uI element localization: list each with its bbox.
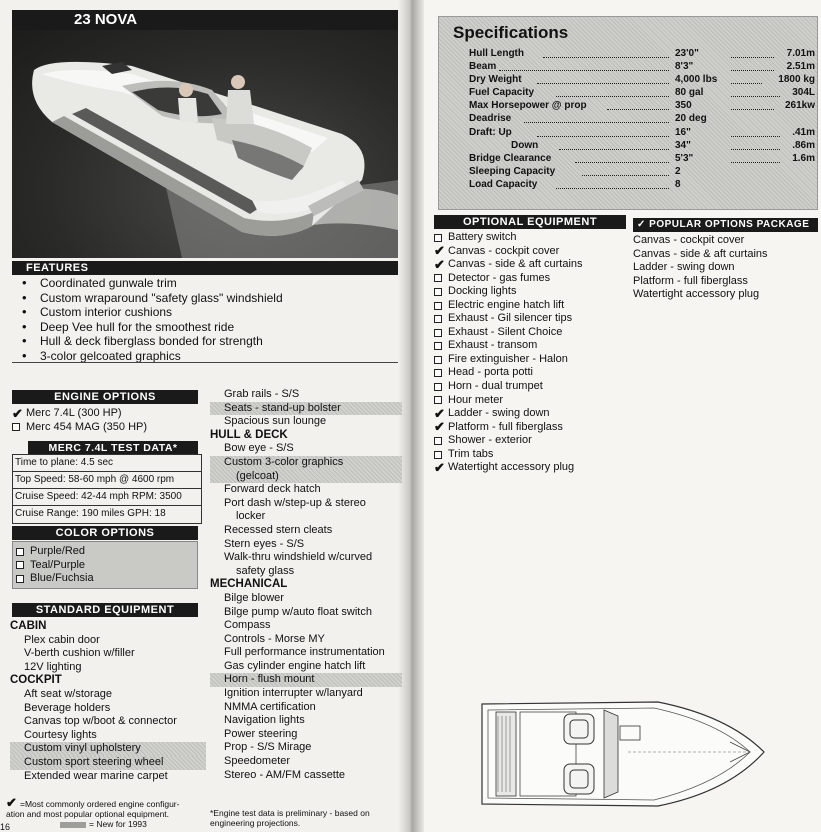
spec-metric-value: 7.01m <box>786 48 815 59</box>
equipment-item: locker <box>236 510 266 523</box>
feature-item: • Deep Vee hull for the smoothest ride <box>22 320 283 335</box>
color-option-label: Teal/Purple <box>30 558 86 571</box>
equipment-item: Gas cylinder engine hatch lift <box>224 659 366 672</box>
optional-equipment-item <box>434 421 583 435</box>
optional-equipment-label: Canvas - side & aft curtains <box>448 258 583 271</box>
engine-options-heading: ENGINE OPTIONS <box>12 390 198 404</box>
dot-leader <box>582 166 669 176</box>
equipment-item: Stern eyes - S/S <box>224 537 305 550</box>
equipment-category: HULL & DECK <box>210 428 288 441</box>
equipment-item: Controls - Morse MY <box>224 632 325 645</box>
test-data-heading: MERC 7.4L TEST DATA* <box>28 441 198 455</box>
check-mark-icon: ✔ <box>434 419 445 435</box>
optional-equipment-label: Trim tabs <box>448 447 494 460</box>
boat-photo <box>12 30 398 258</box>
popular-option-item: Ladder - swing down <box>633 261 735 273</box>
optional-equipment-item <box>434 366 583 380</box>
spec-metric-value: 1.6m <box>792 153 815 164</box>
equipment-item: Extended wear marine carpet <box>24 769 168 782</box>
spec-imperial-value: 350 <box>675 100 692 111</box>
checkbox-icon <box>434 342 442 350</box>
equipment-item: Beverage holders <box>24 701 111 714</box>
dot-leader <box>731 140 780 150</box>
features-divider <box>12 362 398 363</box>
spec-imperial-value: 5'3" <box>675 153 694 164</box>
optional-equipment-label: Battery switch <box>448 231 517 243</box>
standard-equipment-column-1 <box>10 620 206 783</box>
spec-imperial-value: 20 deg <box>675 113 707 124</box>
dot-leader <box>499 61 669 71</box>
equipment-item: (gelcoat) <box>210 470 402 484</box>
equipment-item: Ignition interrupter w/lanyard <box>224 687 363 700</box>
spec-imperial-value: 8'3" <box>675 61 694 72</box>
new-for-1993-swatch <box>60 822 86 828</box>
spec-label: Draft: Up <box>469 127 512 138</box>
color-options-list <box>16 545 197 586</box>
popular-option-item: Watertight accessory plug <box>633 288 760 300</box>
color-option-label: Blue/Fuchsia <box>30 572 94 584</box>
feature-item: • Hull & deck fiberglass bonded for strength <box>22 334 283 349</box>
optional-equipment-item <box>434 448 583 462</box>
equipment-category: CABIN <box>10 620 47 632</box>
deck-layout-diagram <box>478 696 768 812</box>
optional-equipment-heading: OPTIONAL EQUIPMENT <box>434 215 626 229</box>
optional-equipment-label: Hour meter <box>448 393 504 406</box>
popular-options-heading: ✓ POPULAR OPTIONS PACKAGE <box>633 218 818 232</box>
equipment-category: MECHANICAL <box>210 578 288 591</box>
optional-equipment-item <box>434 461 583 475</box>
feature-item: • Custom interior cushions <box>22 305 283 320</box>
check-mark-icon: ✔ <box>434 256 445 272</box>
check-mark-icon: ✔ <box>6 795 17 810</box>
spec-label: Hull Length <box>469 48 524 59</box>
optional-equipment-label: Fire extinguisher - Halon <box>448 352 568 365</box>
spec-metric-value: .41m <box>792 127 815 138</box>
equipment-item: Canvas top w/boot & connector <box>24 715 177 728</box>
equipment-item: Seats - stand-up bolster <box>210 402 402 416</box>
dot-leader <box>731 74 762 84</box>
optional-equipment-item <box>434 312 583 326</box>
equipment-item: Full performance instrumentation <box>224 646 385 659</box>
optional-equipment-item <box>434 245 583 259</box>
checkbox-icon <box>434 329 442 337</box>
checkbox-icon <box>434 383 442 391</box>
optional-equipment-item <box>434 299 583 313</box>
checkbox-icon <box>434 356 442 364</box>
check-mark-icon: ✔ <box>12 405 23 421</box>
spec-label: Deadrise <box>469 113 512 124</box>
spec-metric-value: .86m <box>792 140 815 151</box>
engine-option-label: Merc 7.4L (300 HP) <box>26 407 122 419</box>
spec-label: Sleeping Capacity <box>469 166 556 177</box>
equipment-item: Horn - flush mount <box>210 673 402 687</box>
popular-option-item: Platform - full fiberglass <box>633 274 748 287</box>
spec-metric-value: 261kw <box>784 100 815 111</box>
popular-option-item: Canvas - cockpit cover <box>633 234 745 246</box>
spec-imperial-value: 34" <box>675 140 691 151</box>
features-list <box>22 276 283 363</box>
optional-equipment-label: Platform - full fiberglass <box>448 420 563 433</box>
dot-leader <box>731 127 780 137</box>
popular-options-list <box>633 234 768 302</box>
optional-equipment-label: Watertight accessory plug <box>448 461 575 474</box>
check-mark-icon: ✔ <box>434 405 445 421</box>
spec-imperial-value: 4,000 lbs <box>675 74 718 85</box>
optional-equipment-label: Detector - gas fumes <box>448 271 551 284</box>
test-data-row: Cruise Range: 190 miles GPH: 18 <box>15 508 166 519</box>
equipment-item: Compass <box>224 619 271 632</box>
specifications-heading: Specifications <box>453 23 569 42</box>
optional-equipment-item <box>434 394 583 408</box>
color-option-item <box>16 572 197 586</box>
checkbox-icon <box>12 423 20 431</box>
test-data-row: Cruise Speed: 42-44 mph RPM: 3500 <box>13 489 201 506</box>
specifications-box <box>438 16 818 210</box>
checkbox-icon <box>434 396 442 404</box>
dot-leader <box>731 87 780 97</box>
equipment-item: Port dash w/step-up & stereo <box>224 496 366 509</box>
optional-equipment-item <box>434 231 583 245</box>
equipment-item: NMMA certification <box>224 700 316 713</box>
optional-equipment-label: Exhaust - transom <box>448 339 538 352</box>
legend-footnote: ✔ =Most commonly ordered engine configur- ation and most popular optional equipment. = New for 1993 <box>6 795 180 829</box>
standard-equipment-heading: STANDARD EQUIPMENT <box>12 603 198 617</box>
dot-leader <box>556 87 669 97</box>
checkbox-icon <box>434 451 442 459</box>
equipment-item: Speedometer <box>224 755 291 768</box>
engine-test-footnote: *Engine test data is preliminary - based on engineering projections. <box>210 808 370 828</box>
color-option-label: Purple/Red <box>30 545 86 557</box>
spec-metric-value: 304L <box>792 87 815 98</box>
checkbox-icon <box>16 561 24 569</box>
dot-leader <box>537 127 669 137</box>
checkbox-icon <box>434 274 442 282</box>
optional-equipment-item <box>434 353 583 367</box>
optional-equipment-list <box>434 231 583 475</box>
optional-equipment-item <box>434 285 583 299</box>
equipment-item: Power steering <box>224 727 298 740</box>
optional-equipment-label: Exhaust - Silent Choice <box>448 325 563 338</box>
spec-imperial-value: 80 gal <box>675 87 704 98</box>
dot-leader <box>559 140 669 150</box>
equipment-item: Walk-thru windshield w/curved <box>224 551 373 564</box>
engine-option-item <box>12 407 147 421</box>
check-mark-icon: ✔ <box>434 460 445 476</box>
check-mark-icon: ✔ <box>434 243 445 259</box>
spec-label: Load Capacity <box>469 179 538 190</box>
optional-equipment-item <box>434 272 583 286</box>
spec-label: Beam <box>469 61 497 72</box>
test-data-row: Time to plane: 4.5 sec <box>13 455 201 472</box>
color-options-box <box>12 541 198 589</box>
engine-option-item <box>12 421 147 435</box>
feature-item: • Custom wraparound "safety glass" windshield <box>22 291 283 306</box>
equipment-item: 12V lighting <box>24 660 82 673</box>
checkbox-icon <box>434 369 442 377</box>
checkbox-icon <box>434 302 442 310</box>
optional-equipment-item <box>434 258 583 272</box>
page-number: 16 <box>0 822 11 832</box>
checkbox-icon <box>16 548 24 556</box>
speedboat-illustration <box>12 30 398 258</box>
equipment-category: COCKPIT <box>10 674 62 687</box>
dot-leader <box>731 48 774 58</box>
checkbox-icon <box>434 315 442 323</box>
test-data-row: Top Speed: 58-60 mph @ 4600 rpm <box>13 472 201 489</box>
color-option-item <box>16 559 197 573</box>
spec-metric-value: 2.51m <box>786 61 815 72</box>
optional-equipment-label: Ladder - swing down <box>448 407 550 420</box>
equipment-item: Custom vinyl upholstery <box>10 742 206 756</box>
features-heading: FEATURES <box>12 261 398 275</box>
equipment-item: Custom 3-color graphics <box>210 456 402 470</box>
equipment-item: Plex cabin door <box>24 633 100 646</box>
optional-equipment-label: Canvas - cockpit cover <box>448 244 560 257</box>
optional-equipment-label: Docking lights <box>448 285 517 298</box>
dot-leader <box>524 113 669 123</box>
equipment-item: Bow eye - S/S <box>224 442 294 455</box>
checkbox-icon <box>16 575 24 583</box>
equipment-item: Navigation lights <box>224 714 305 727</box>
equipment-item: Courtesy lights <box>24 728 97 741</box>
model-title: 23 NOVA <box>12 10 398 30</box>
optional-equipment-item <box>434 339 583 353</box>
color-option-item <box>16 545 197 559</box>
engine-options-list <box>12 407 147 434</box>
optional-equipment-label: Electric engine hatch lift <box>448 298 565 311</box>
optional-equipment-label: Horn - dual trumpet <box>448 380 543 393</box>
optional-equipment-item <box>434 326 583 340</box>
standard-equipment-column-2 <box>210 388 402 782</box>
equipment-item: Recessed stern cleats <box>224 523 333 536</box>
popular-option-item: Canvas - side & aft curtains <box>633 247 768 260</box>
spec-imperial-value: 16" <box>675 127 691 138</box>
equipment-item: Aft seat w/storage <box>24 687 113 700</box>
engine-option-label: Merc 454 MAG (350 HP) <box>26 420 148 433</box>
color-options-heading: COLOR OPTIONS <box>12 526 198 540</box>
dot-leader <box>537 74 669 84</box>
equipment-item: Prop - S/S Mirage <box>224 741 312 754</box>
optional-equipment-item <box>434 434 583 448</box>
equipment-item: Spacious sun lounge <box>224 415 327 428</box>
optional-equipment-label: Head - porta potti <box>448 366 533 379</box>
equipment-item: Bilge blower <box>224 591 284 604</box>
test-data-table <box>12 454 202 524</box>
equipment-item: safety glass <box>236 564 295 577</box>
optional-equipment-item <box>434 407 583 421</box>
equipment-item: Bilge pump w/auto float switch <box>224 605 372 618</box>
optional-equipment-label: Exhaust - Gil silencer tips <box>448 312 573 325</box>
spec-label: Dry Weight <box>469 74 522 85</box>
spec-label: Down <box>511 140 539 151</box>
dot-leader <box>607 100 669 110</box>
checkbox-icon <box>434 288 442 296</box>
dot-leader <box>731 153 780 163</box>
spec-imperial-value: 23'0" <box>675 48 699 59</box>
spec-imperial-value: 8 <box>675 179 681 190</box>
dot-leader <box>543 48 669 58</box>
equipment-item: Grab rails - S/S <box>224 388 300 400</box>
spec-metric-value: 1800 kg <box>778 74 815 85</box>
dot-leader <box>731 100 774 110</box>
equipment-item: V-berth cushion w/filler <box>24 647 135 660</box>
checkbox-icon <box>434 437 442 445</box>
equipment-item: Forward deck hatch <box>224 483 321 496</box>
feature-item: • Coordinated gunwale trim <box>22 276 283 291</box>
spec-imperial-value: 2 <box>675 166 681 177</box>
spec-label: Bridge Clearance <box>469 153 552 164</box>
equipment-item: Stereo - AM/FM cassette <box>224 768 346 781</box>
optional-equipment-label: Shower - exterior <box>448 434 532 447</box>
dot-leader <box>731 61 774 71</box>
dot-leader <box>575 153 669 163</box>
spec-label: Max Horsepower @ prop <box>469 100 587 111</box>
optional-equipment-item <box>434 380 583 394</box>
checkbox-icon <box>434 234 442 242</box>
spec-label: Fuel Capacity <box>469 87 535 98</box>
feature-item: • 3-color gelcoated graphics <box>22 349 283 364</box>
equipment-item: Custom sport steering wheel <box>10 756 206 770</box>
dot-leader <box>556 179 669 189</box>
